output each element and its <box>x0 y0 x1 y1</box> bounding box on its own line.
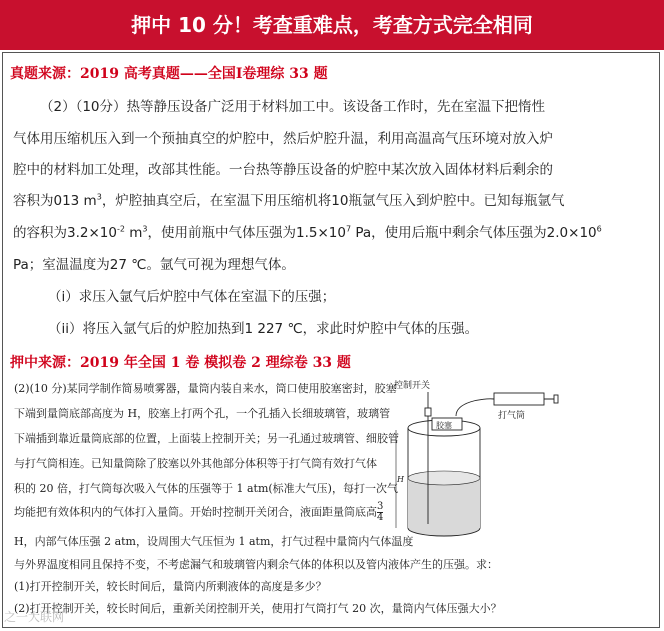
q2-line-5: 积的 20 倍，打气筒每次吸入气体的压强等于 1 atm(标准大气压)，每打一次气 <box>14 482 398 495</box>
real-exam-source: 真题来源：2019 高考真题——全国Ⅰ卷理综 33 题 <box>10 66 328 82</box>
fraction-denominator: 4 <box>377 512 384 523</box>
q1-l5a: 的容积为3.2×10 <box>13 225 117 241</box>
switch-label: 控制开关 <box>394 381 431 391</box>
height-label: H <box>397 475 404 484</box>
q2-line-4: 与打气筒相连。已知量筒除了胶塞以外其他部分体积等于打气筒有效打气体 <box>14 457 377 470</box>
q1-line-1: （2）（10分）热等静压设备广泛用于材料加工中。该设备工作时，先在室温下把惰性 <box>40 99 546 115</box>
pump-handle <box>554 395 558 403</box>
q1-l5sup2: 3 <box>142 224 148 234</box>
q2-line-8: 与外界温度相同且保持不变，不考虑漏气和玻璃管内剩余气体的体积以及管内液体产生的压强。求： <box>14 558 498 571</box>
q1-l4a: 容积为013 m <box>13 193 97 209</box>
q1-line-3: 腔中的材料加工处理，改部其性能。一台热等静压设备的炉腔中某次放入固体材料后剩余的 <box>13 162 553 178</box>
q2-line-7: H，内部气体压强 2 atm，设周围大气压恒为 1 atm，打气过程中量筒内气体温度 <box>14 535 414 548</box>
q2-line-1: (2)(10 分)某同学制作简易喷雾器，量筒内装自来水，筒口使用胶塞密封，胶塞 <box>14 382 397 395</box>
watermark: 之一大联网 <box>4 610 65 624</box>
q1-line-5 <box>13 221 653 241</box>
q1-line-8: （ii）将压入氩气后的炉腔加热到1 227 ℃，求此时炉腔中气体的压强。 <box>48 321 479 337</box>
pump-label: 打气筒 <box>498 411 526 421</box>
q1-l5sup4: 6 <box>596 224 602 234</box>
banner-title: 押中 10 分！考查重难点，考查方式完全相同 <box>0 0 664 50</box>
pump-barrel <box>494 393 544 405</box>
stopper-label: 胶塞 <box>436 421 452 430</box>
q2-l6a: 均能把有效体积内的气体打入量筒。开始时控制开关闭合，液面距量筒底高 <box>14 505 377 519</box>
q1-line-2: 气体用压缩机压入到一个预抽真空的炉腔中，然后炉腔升温，利用高温高气压环境对放入炉 <box>13 131 553 147</box>
water <box>408 478 480 536</box>
fraction-numerator: 3 <box>377 501 384 512</box>
water-surface <box>408 471 480 485</box>
q1-l5c: ，使用前瓶中气体压强为1.5×10 <box>147 225 346 241</box>
q1-l5b: m <box>124 225 143 241</box>
q2-line-3: 下端插到靠近量筒底部的位置，上面装上控制开关；另一孔通过玻璃管、细胶管 <box>14 432 399 445</box>
q1-line-4 <box>13 189 653 209</box>
q1-l5sup3: 7 <box>345 224 352 234</box>
q1-l5d: Pa，使用后瓶中剩余气体压强为2.0×10 <box>351 225 597 241</box>
fraction-three-quarters <box>377 502 383 523</box>
mock-exam-source: 押中来源：2019 年全国 1 卷 模拟卷 2 理综卷 33 题 <box>10 355 351 371</box>
q1-line-7: （i）求压入氩气后炉腔中气体在室温下的压强； <box>48 289 336 305</box>
sprayer-diagram <box>392 378 572 543</box>
q2-line-6 <box>14 502 383 523</box>
control-switch <box>425 408 431 416</box>
q2-line-2: 下端到量筒底部高度为 H，胶塞上打两个孔，一个孔插入长细玻璃管，玻璃管 <box>14 407 391 420</box>
q1-line-6: Pa；室温温度为27 ℃。氩气可视为理想气体。 <box>13 257 295 273</box>
q2-line-9: (1)打开控制开关，较长时间后，量筒内所剩液体的高度是多少？ <box>14 580 327 593</box>
connecting-hose <box>456 399 494 416</box>
q1-l5sup1: -2 <box>116 224 125 234</box>
q2-line-10: (2)打开控制开关，较长时间后，重新关闭控制开关，使用打气筒打气 20 次，量筒内气体压强大小？ <box>14 602 502 615</box>
q1-l4b: ，炉腔抽真空后，在室温下用压缩机将10瓶氩气压入到炉腔中。已知每瓶氩气 <box>101 193 565 209</box>
q1-l4sup: 3 <box>96 192 102 202</box>
